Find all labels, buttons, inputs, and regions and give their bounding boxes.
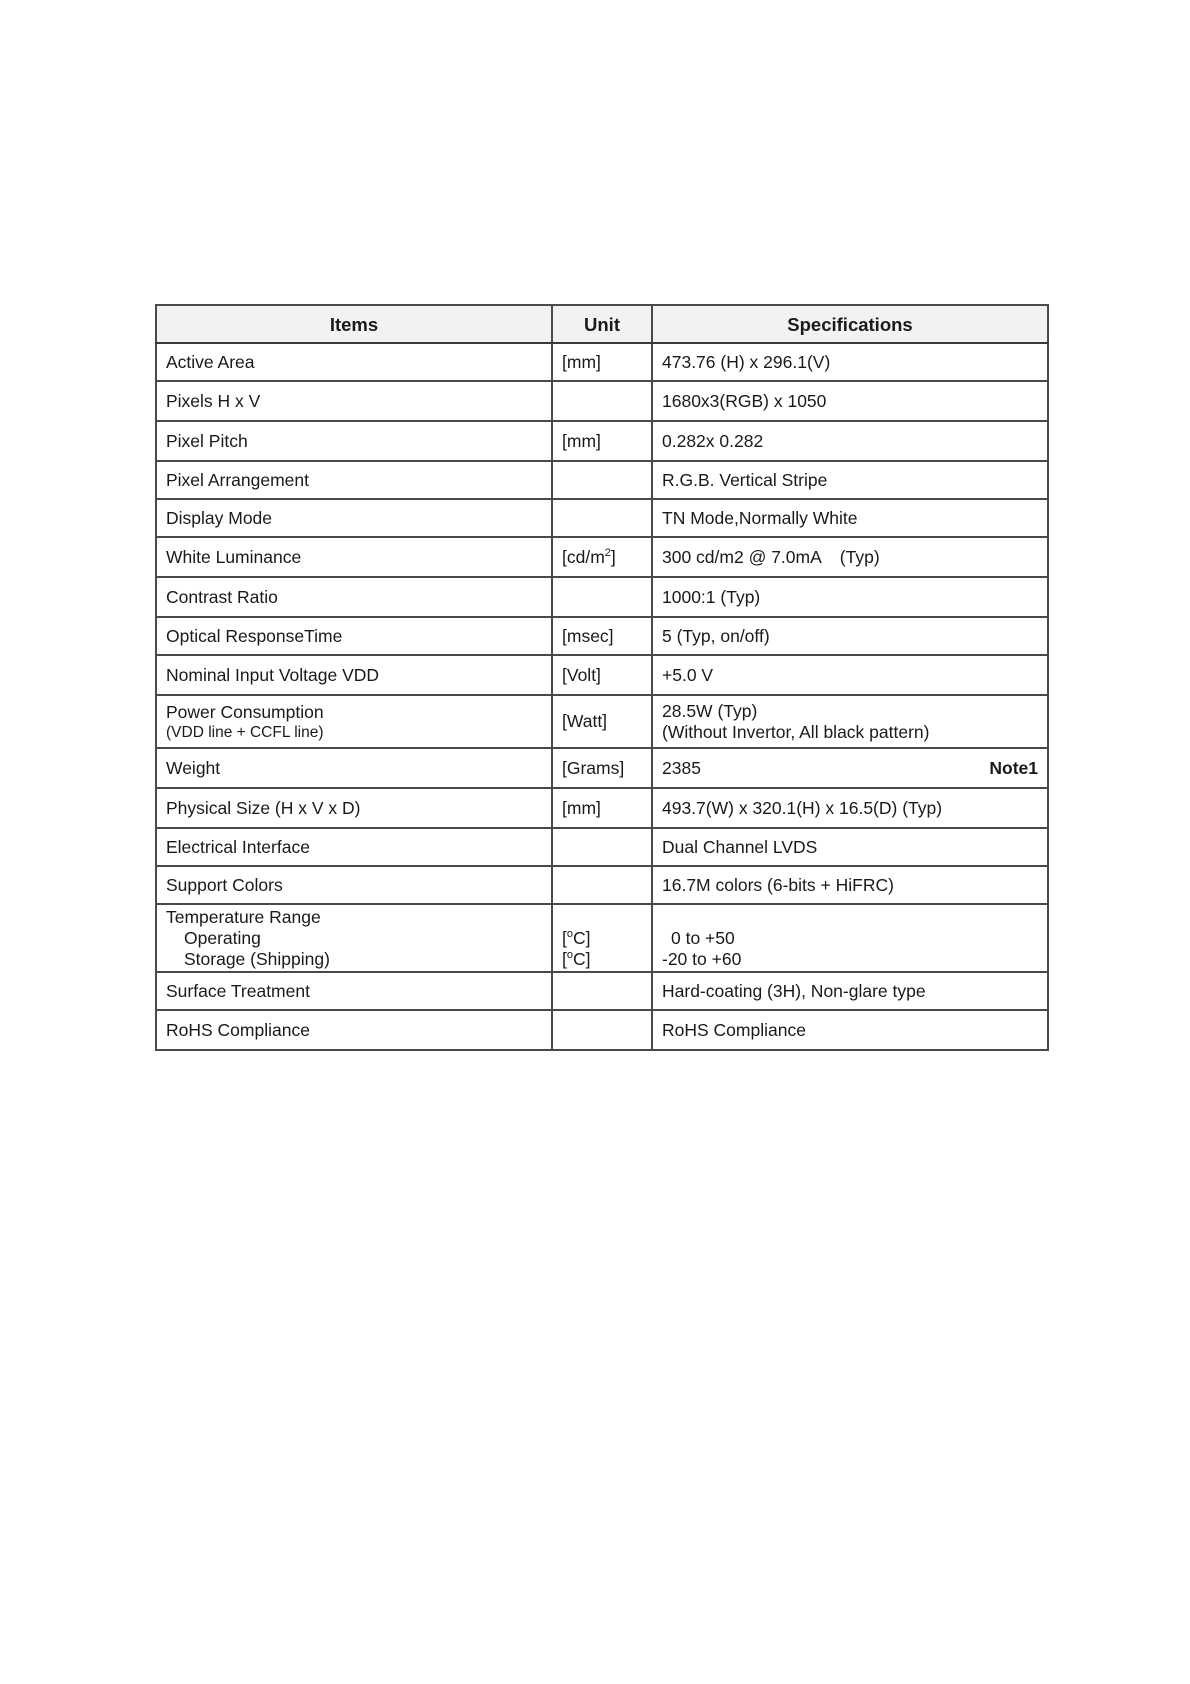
item-cell: Pixel Pitch bbox=[156, 421, 552, 461]
item-cell: Physical Size (H x V x D) bbox=[156, 788, 552, 828]
spec-cell bbox=[652, 748, 1048, 788]
table-row-rohs bbox=[156, 1010, 1048, 1050]
item-cell: Optical ResponseTime bbox=[156, 617, 552, 655]
item-cell bbox=[156, 904, 552, 972]
unit-spacer bbox=[562, 907, 642, 928]
table-row-weight bbox=[156, 748, 1048, 788]
unit-suffix: C] bbox=[573, 927, 591, 948]
unit-prefix: [ bbox=[562, 948, 567, 969]
spec-value: 2385 bbox=[662, 757, 701, 778]
spec-operating: 0 to +50 bbox=[671, 927, 735, 948]
spec-cell: RoHS Compliance bbox=[652, 1010, 1048, 1050]
item-cell bbox=[156, 695, 552, 748]
unit-prefix: [cd/m bbox=[562, 546, 605, 567]
item-operating: Operating bbox=[184, 927, 261, 948]
unit-cell bbox=[552, 972, 652, 1010]
table-row-display-mode bbox=[156, 499, 1048, 537]
spec-line-2: (Without Invertor, All black pattern) bbox=[662, 721, 930, 742]
spec-cell: 1000:1 (Typ) bbox=[652, 577, 1048, 617]
spec-cell: TN Mode,Normally White bbox=[652, 499, 1048, 537]
spec-cell: Dual Channel LVDS bbox=[652, 828, 1048, 866]
header-items: Items bbox=[156, 305, 552, 343]
unit-storage bbox=[562, 949, 642, 970]
header-specifications: Specifications bbox=[652, 305, 1048, 343]
unit-suffix: C] bbox=[573, 948, 591, 969]
table-row-pixels bbox=[156, 381, 1048, 421]
unit-cell: [Volt] bbox=[552, 655, 652, 695]
unit-cell bbox=[552, 381, 652, 421]
item-cell: RoHS Compliance bbox=[156, 1010, 552, 1050]
table-row-electrical-interface bbox=[156, 828, 1048, 866]
unit-superscript: 2 bbox=[604, 546, 611, 559]
unit-cell bbox=[552, 461, 652, 499]
item-main: Power Consumption bbox=[166, 701, 324, 722]
spec-cell bbox=[652, 904, 1048, 972]
spec-cell bbox=[652, 695, 1048, 748]
unit-cell: [Watt] bbox=[552, 695, 652, 748]
unit-operating bbox=[562, 928, 642, 949]
spec-spacer bbox=[662, 907, 1038, 928]
unit-superscript: o bbox=[566, 927, 573, 940]
spec-cell bbox=[652, 537, 1048, 577]
spec-cell: 493.7(W) x 320.1(H) x 16.5(D) (Typ) bbox=[652, 788, 1048, 828]
table-row-power-consumption bbox=[156, 695, 1048, 748]
item-cell: Display Mode bbox=[156, 499, 552, 537]
weight-spec bbox=[662, 758, 1038, 779]
item-cell: White Luminance bbox=[156, 537, 552, 577]
table-row-temperature-range bbox=[156, 904, 1048, 972]
unit-suffix: ] bbox=[610, 546, 616, 567]
unit-cell: [mm] bbox=[552, 421, 652, 461]
unit-cell: [Grams] bbox=[552, 748, 652, 788]
spec-line-1: 28.5W (Typ) bbox=[662, 700, 758, 721]
item-cell: Surface Treatment bbox=[156, 972, 552, 1010]
item-cell: Pixel Arrangement bbox=[156, 461, 552, 499]
spec-cell: +5.0 V bbox=[652, 655, 1048, 695]
spec-cell: 1680x3(RGB) x 1050 bbox=[652, 381, 1048, 421]
unit-cell bbox=[552, 537, 652, 577]
unit-cell bbox=[552, 577, 652, 617]
table-row-surface-treatment bbox=[156, 972, 1048, 1010]
item-main: Temperature Range bbox=[166, 906, 321, 927]
item-cell: Support Colors bbox=[156, 866, 552, 904]
note-reference: Note1 bbox=[989, 757, 1038, 778]
item-cell: Electrical Interface bbox=[156, 828, 552, 866]
item-cell: Pixels H x V bbox=[156, 381, 552, 421]
table-row-white-luminance bbox=[156, 537, 1048, 577]
unit-cell bbox=[552, 499, 652, 537]
unit-cell bbox=[552, 1010, 652, 1050]
spec-cell: 0.282x 0.282 bbox=[652, 421, 1048, 461]
item-cell: Weight bbox=[156, 748, 552, 788]
item-cell: Nominal Input Voltage VDD bbox=[156, 655, 552, 695]
spec-cell: 16.7M colors (6-bits + HiFRC) bbox=[652, 866, 1048, 904]
item-storage: Storage (Shipping) bbox=[184, 948, 330, 969]
item-sub: (VDD line + CCFL line) bbox=[166, 723, 324, 741]
unit-cell bbox=[552, 828, 652, 866]
header-unit: Unit bbox=[552, 305, 652, 343]
item-cell: Contrast Ratio bbox=[156, 577, 552, 617]
unit-cell: [mm] bbox=[552, 343, 652, 381]
table-row-contrast-ratio bbox=[156, 577, 1048, 617]
table-row-input-voltage bbox=[156, 655, 1048, 695]
unit-cell bbox=[552, 866, 652, 904]
table-row-physical-size bbox=[156, 788, 1048, 828]
unit-superscript: o bbox=[566, 948, 573, 961]
spec-main: 300 cd/m2 @ 7.0mA bbox=[662, 546, 822, 567]
table-row-support-colors bbox=[156, 866, 1048, 904]
item-cell: Active Area bbox=[156, 343, 552, 381]
spec-cell: 5 (Typ, on/off) bbox=[652, 617, 1048, 655]
spec-typ: (Typ) bbox=[839, 546, 880, 567]
unit-cell: [msec] bbox=[552, 617, 652, 655]
table-row-pixel-arrangement bbox=[156, 461, 1048, 499]
specifications-table bbox=[155, 304, 1049, 1051]
table-row-pixel-pitch bbox=[156, 421, 1048, 461]
unit-cell: [mm] bbox=[552, 788, 652, 828]
unit-cell bbox=[552, 904, 652, 972]
table-row-active-area bbox=[156, 343, 1048, 381]
spec-cell: 473.76 (H) x 296.1(V) bbox=[652, 343, 1048, 381]
table-row-optical-response bbox=[156, 617, 1048, 655]
spec-cell: Hard-coating (3H), Non-glare type bbox=[652, 972, 1048, 1010]
table-header-row bbox=[156, 305, 1048, 343]
spec-cell: R.G.B. Vertical Stripe bbox=[652, 461, 1048, 499]
spec-storage: -20 to +60 bbox=[662, 948, 742, 969]
unit-prefix: [ bbox=[562, 927, 567, 948]
